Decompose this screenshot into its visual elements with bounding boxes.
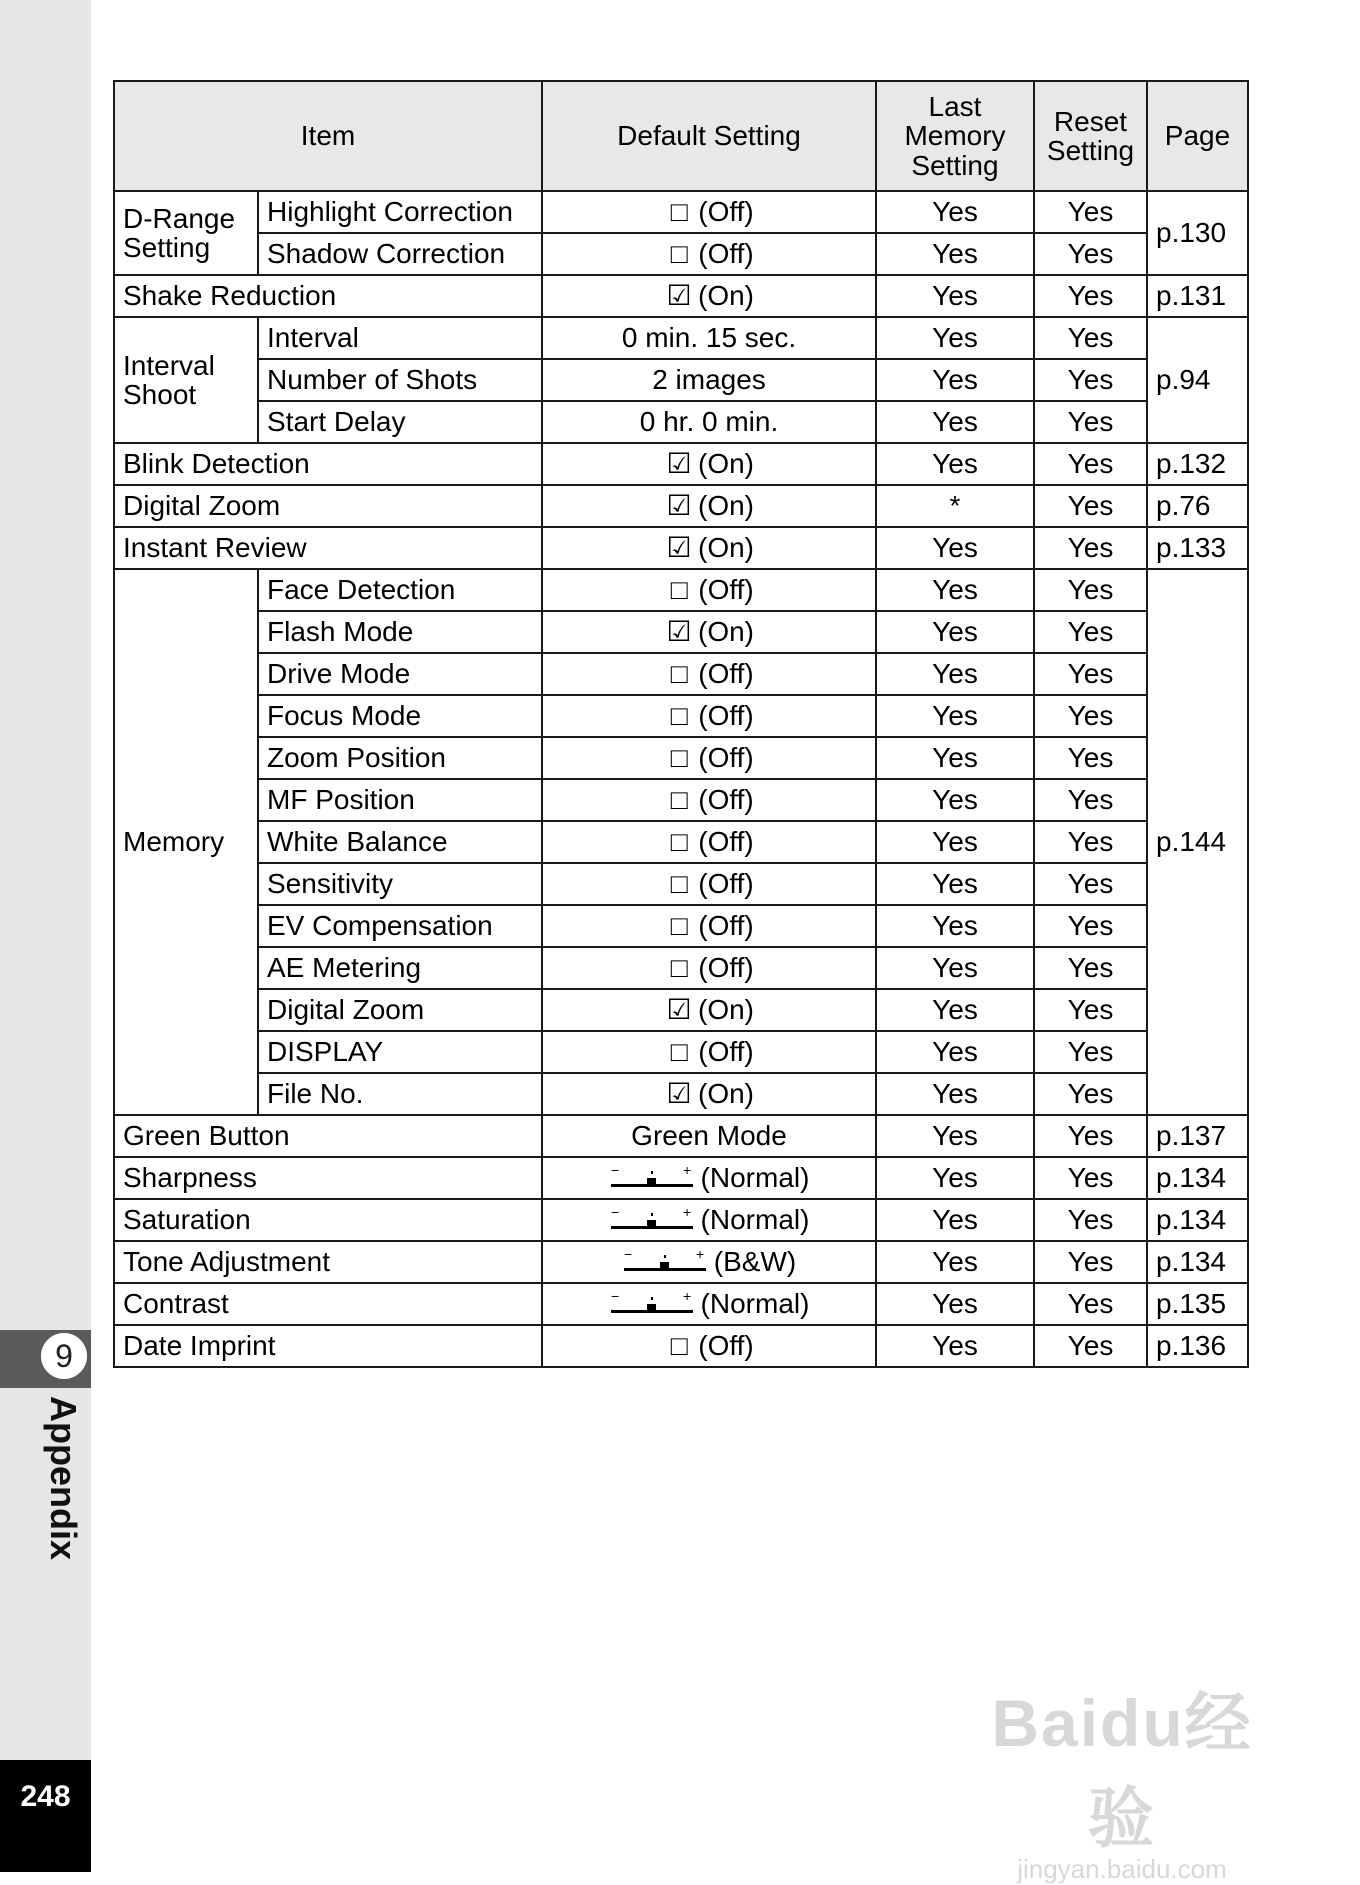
default-cell [542,821,876,863]
item-cell: Tone Adjustment [114,1241,542,1283]
unchecked-box-icon: □ [670,784,688,816]
item-cell: Highlight Correction [258,191,542,233]
page-cell: p.136 [1147,1325,1248,1367]
default-value: (On) [698,490,754,522]
table-row [114,1283,1248,1325]
table-row [114,1199,1248,1241]
page-cell: p.137 [1147,1115,1248,1157]
table-row [114,443,1248,485]
default-cell [542,737,876,779]
default-value: (Off) [698,826,754,858]
item-cell: AE Metering [258,947,542,989]
page-number: 248 [0,1760,91,1872]
slider-scale-icon [622,1249,708,1277]
reset-cell: Yes [1034,779,1147,821]
last-cell: Yes [876,569,1034,611]
default-value: (Off) [698,1036,754,1068]
default-cell: 2 images [542,359,876,401]
item-cell: Instant Review [114,527,542,569]
table-row [114,485,1248,527]
last-cell: Yes [876,317,1034,359]
slider-scale-icon [609,1207,695,1235]
table-row [114,1157,1248,1199]
last-cell: Yes [876,359,1034,401]
reset-cell: Yes [1034,821,1147,863]
last-cell: Yes [876,905,1034,947]
default-value: (Off) [698,196,754,228]
default-value: (On) [698,532,754,564]
reset-cell: Yes [1034,611,1147,653]
checked-box-icon: ☑ [666,1078,692,1110]
reset-cell: Yes [1034,863,1147,905]
unchecked-box-icon: □ [670,1330,688,1362]
item-cell: Green Button [114,1115,542,1157]
default-value: (Off) [698,952,754,984]
last-cell: Yes [876,1199,1034,1241]
header-default-setting: Default Setting [542,81,876,191]
last-cell: Yes [876,1241,1034,1283]
item-cell: Focus Mode [258,695,542,737]
table-row [114,989,1248,1031]
unchecked-box-icon: □ [670,196,688,228]
item-cell: EV Compensation [258,905,542,947]
default-value: (Normal) [700,1203,810,1235]
last-cell: Yes [876,821,1034,863]
page-cell: p.76 [1147,485,1248,527]
item-cell: White Balance [258,821,542,863]
default-cell [542,989,876,1031]
item-cell: Interval [258,317,542,359]
default-cell [542,569,876,611]
item-cell: Number of Shots [258,359,542,401]
default-value: (Off) [698,742,754,774]
slider-minus-mark: − [623,1249,632,1263]
checked-box-icon: ☑ [666,490,692,522]
watermark-url: jingyan.baidu.com [1017,1854,1227,1884]
sidebar [0,0,91,1872]
default-cell [542,485,876,527]
item-cell: Contrast [114,1283,542,1325]
reset-cell: Yes [1034,275,1147,317]
default-cell [542,1199,876,1241]
page-cell: p.94 [1147,317,1248,443]
table-row [114,569,1248,611]
chapter-number-badge [38,1330,90,1382]
default-cell [542,443,876,485]
default-value: (Off) [698,910,754,942]
slider-plus-mark: + [682,1207,691,1221]
checked-box-icon: ☑ [666,616,692,648]
slider-minus-mark: − [610,1207,619,1221]
unchecked-box-icon: □ [670,700,688,732]
reset-cell: Yes [1034,653,1147,695]
reset-cell: Yes [1034,317,1147,359]
default-value: (Off) [698,784,754,816]
default-cell [542,905,876,947]
slider-scale-icon [609,1291,695,1319]
default-cell [542,611,876,653]
default-value: (Off) [698,658,754,690]
settings-table [113,80,1249,1368]
default-value: (Off) [698,868,754,900]
reset-cell: Yes [1034,401,1147,443]
page-cell: p.130 [1147,191,1248,275]
unchecked-box-icon: □ [670,658,688,690]
reset-cell: Yes [1034,443,1147,485]
reset-cell: Yes [1034,947,1147,989]
unchecked-box-icon: □ [670,952,688,984]
default-cell [542,947,876,989]
reset-cell: Yes [1034,359,1147,401]
item-cell: Flash Mode [258,611,542,653]
item-cell: Start Delay [258,401,542,443]
table-row [114,1241,1248,1283]
unchecked-box-icon: □ [670,574,688,606]
chapter-number: 9 [55,1337,73,1374]
item-cell: Blink Detection [114,443,542,485]
table-row [114,275,1248,317]
item-cell: Date Imprint [114,1325,542,1367]
default-cell [542,1031,876,1073]
table-header-row [114,81,1248,191]
table-row [114,317,1248,359]
page-cell: p.144 [1147,569,1248,1115]
item-cell: Sensitivity [258,863,542,905]
table-row [114,779,1248,821]
reset-cell: Yes [1034,1157,1147,1199]
reset-cell: Yes [1034,1115,1147,1157]
header-last-memory-setting: Last Memory Setting [876,81,1034,191]
reset-cell: Yes [1034,485,1147,527]
default-cell [542,1073,876,1115]
table-row [114,737,1248,779]
default-cell [542,233,876,275]
group-drange: D-Range Setting [114,191,258,275]
last-cell: * [876,485,1034,527]
table-row [114,191,1248,233]
table-row [114,233,1248,275]
last-cell: Yes [876,737,1034,779]
last-cell: Yes [876,275,1034,317]
unchecked-box-icon: □ [670,1036,688,1068]
slider-minus-mark: − [610,1165,619,1179]
page-cell: p.133 [1147,527,1248,569]
table-row [114,527,1248,569]
checked-box-icon: ☑ [666,532,692,564]
header-page: Page [1147,81,1248,191]
group-interval-shoot: Interval Shoot [114,317,258,443]
last-cell: Yes [876,1157,1034,1199]
last-cell: Yes [876,1283,1034,1325]
default-cell [542,863,876,905]
last-cell: Yes [876,779,1034,821]
last-cell: Yes [876,653,1034,695]
table-row [114,359,1248,401]
item-cell: Digital Zoom [258,989,542,1031]
default-cell [542,275,876,317]
default-cell: 0 min. 15 sec. [542,317,876,359]
header-item: Item [114,81,542,191]
default-value: (Normal) [700,1161,810,1193]
last-cell: Yes [876,1325,1034,1367]
table-row [114,653,1248,695]
item-cell: Digital Zoom [114,485,542,527]
default-value: (Off) [698,1330,754,1362]
slider-plus-mark: + [695,1249,704,1263]
last-cell: Yes [876,443,1034,485]
default-value: (Off) [698,238,754,270]
default-cell [542,779,876,821]
checked-box-icon: ☑ [666,280,692,312]
unchecked-box-icon: □ [670,868,688,900]
table-row [114,1115,1248,1157]
reset-cell: Yes [1034,905,1147,947]
reset-cell: Yes [1034,1073,1147,1115]
default-value: (Off) [698,574,754,606]
table-row [114,905,1248,947]
last-cell: Yes [876,947,1034,989]
unchecked-box-icon: □ [670,826,688,858]
slider-plus-mark: + [682,1165,691,1179]
default-cell [542,653,876,695]
last-cell: Yes [876,1031,1034,1073]
default-value: (On) [698,616,754,648]
default-value: (Off) [698,700,754,732]
item-cell: MF Position [258,779,542,821]
checked-box-icon: ☑ [666,994,692,1026]
table-row [114,863,1248,905]
reset-cell: Yes [1034,191,1147,233]
table-row [114,947,1248,989]
unchecked-box-icon: □ [670,742,688,774]
item-cell: Face Detection [258,569,542,611]
default-value: (On) [698,1078,754,1110]
default-cell [542,191,876,233]
item-cell: Drive Mode [258,653,542,695]
slider-plus-mark: + [682,1291,691,1305]
reset-cell: Yes [1034,1199,1147,1241]
header-reset-setting: Reset Setting [1034,81,1147,191]
last-cell: Yes [876,989,1034,1031]
default-cell [542,1283,876,1325]
default-cell [542,1325,876,1367]
page-cell: p.134 [1147,1241,1248,1283]
last-cell: Yes [876,863,1034,905]
default-value: (On) [698,448,754,480]
reset-cell: Yes [1034,1283,1147,1325]
default-value: (On) [698,280,754,312]
last-cell: Yes [876,401,1034,443]
slider-scale-icon [609,1165,695,1193]
last-cell: Yes [876,695,1034,737]
reset-cell: Yes [1034,695,1147,737]
default-value: (B&W) [713,1245,797,1277]
slider-minus-mark: − [610,1291,619,1305]
reset-cell: Yes [1034,1325,1147,1367]
reset-cell: Yes [1034,989,1147,1031]
table-row [114,821,1248,863]
default-value: (Normal) [700,1287,810,1319]
page-cell: p.132 [1147,443,1248,485]
default-cell [542,1157,876,1199]
table-row [114,695,1248,737]
unchecked-box-icon: □ [670,910,688,942]
default-cell [542,695,876,737]
item-cell: DISPLAY [258,1031,542,1073]
watermark-logo: Baidu经验 [991,1686,1253,1855]
reset-cell: Yes [1034,527,1147,569]
table-row [114,401,1248,443]
reset-cell: Yes [1034,737,1147,779]
item-cell: Saturation [114,1199,542,1241]
page-cell: p.134 [1147,1199,1248,1241]
item-cell: Zoom Position [258,737,542,779]
table-row [114,1325,1248,1367]
chapter-title: Appendix [43,1396,84,1561]
table-row [114,1031,1248,1073]
last-cell: Yes [876,191,1034,233]
table-row [114,1073,1248,1115]
default-cell: Green Mode [542,1115,876,1157]
last-cell: Yes [876,1073,1034,1115]
page-cell: p.131 [1147,275,1248,317]
default-value: (On) [698,994,754,1026]
checked-box-icon: ☑ [666,448,692,480]
default-cell [542,527,876,569]
last-cell: Yes [876,527,1034,569]
item-cell: Sharpness [114,1157,542,1199]
reset-cell: Yes [1034,233,1147,275]
default-cell: 0 hr. 0 min. [542,401,876,443]
reset-cell: Yes [1034,1241,1147,1283]
unchecked-box-icon: □ [670,238,688,270]
table-row [114,611,1248,653]
item-cell: Shadow Correction [258,233,542,275]
last-cell: Yes [876,611,1034,653]
default-cell [542,1241,876,1283]
item-cell: File No. [258,1073,542,1115]
group-memory: Memory [114,569,258,1115]
last-cell: Yes [876,1115,1034,1157]
last-cell: Yes [876,233,1034,275]
item-cell: Shake Reduction [114,275,542,317]
baidu-watermark [962,1670,1282,1884]
reset-cell: Yes [1034,569,1147,611]
reset-cell: Yes [1034,1031,1147,1073]
page-cell: p.135 [1147,1283,1248,1325]
page-cell: p.134 [1147,1157,1248,1199]
